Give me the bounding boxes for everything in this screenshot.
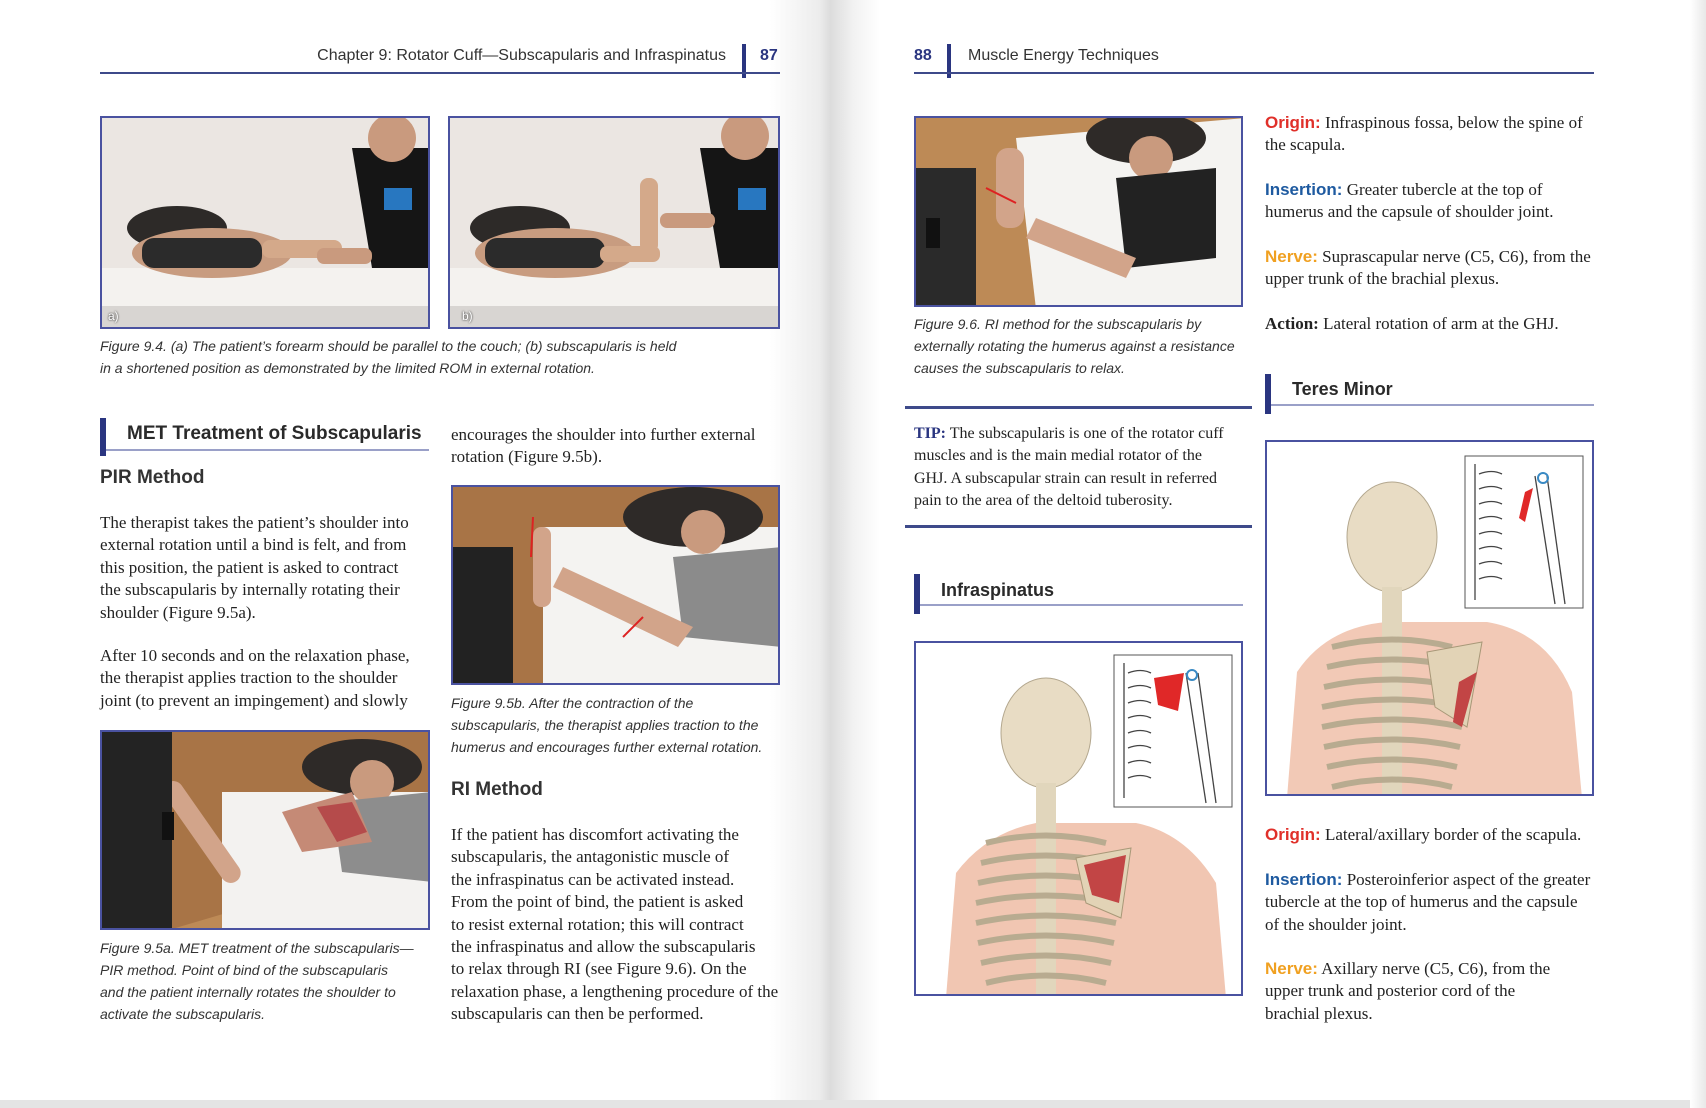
figure-9-5b-illustration	[453, 487, 780, 685]
caption-line: Figure 9.5b. After the contraction of the	[451, 695, 694, 711]
text-line: to resist external rotation; this will contract	[451, 914, 744, 934]
figure-9-5a-caption	[100, 937, 430, 1025]
nerve-label: Nerve:	[1265, 247, 1318, 266]
ri-method-heading: RI Method	[451, 779, 543, 800]
infraspinatus-action	[1265, 313, 1605, 335]
figure-9-6-illustration	[916, 118, 1243, 307]
insertion-label: Insertion:	[1265, 180, 1343, 199]
figure-9-5b-caption	[451, 692, 781, 758]
nerve-text: Axillary nerve (C5, C6), from the	[1317, 959, 1551, 978]
infraspinatus-nerve	[1265, 246, 1605, 291]
column2-continuation	[451, 424, 781, 469]
text-line: upper trunk and posterior cord of the	[1265, 981, 1516, 1001]
text-line: joint (to prevent an impingement) and slowly	[100, 690, 408, 710]
infraspinatus-origin	[1265, 112, 1605, 157]
caption-line: Figure 9.5a. MET treatment of the subscapularis—	[100, 940, 414, 956]
tip-bottom-rule	[905, 525, 1252, 528]
figure-9-4-caption-line: in a shortened position as demonstrated by the limited ROM in external rotation.	[100, 360, 595, 376]
infraspinatus-anatomy-illustration	[916, 643, 1243, 996]
right-page-number: 88	[914, 47, 932, 64]
figure-9-4b-illustration	[450, 118, 780, 329]
text-line: to relax through RI (see Figure 9.6). On the	[451, 959, 747, 979]
origin-label: Origin:	[1265, 113, 1321, 132]
tip-label: TIP:	[914, 425, 946, 442]
tip-text: The subscapularis is one of the rotator cuff	[946, 425, 1224, 442]
figure-9-5a-photo	[100, 730, 430, 930]
text-line: subscapularis, the antagonistic muscle of	[451, 847, 730, 867]
pir-paragraph-1	[100, 512, 430, 624]
nerve-label: Nerve:	[1265, 959, 1318, 978]
book-gutter-shadow	[770, 0, 880, 1108]
text-line: of the shoulder joint.	[1265, 914, 1407, 934]
tip-top-rule	[905, 406, 1252, 409]
text-line	[1265, 179, 1605, 201]
text-line	[1265, 869, 1605, 891]
origin-label: Origin:	[1265, 825, 1321, 844]
tip-line: muscles and is the main medial rotator of the	[914, 447, 1202, 465]
caption-line: PIR method. Point of bind of the subscapularis	[100, 962, 388, 978]
teres-minor-nerve	[1265, 958, 1605, 1025]
figure-9-4a-label: a)	[108, 309, 119, 323]
teres-minor-heading: Teres Minor	[1292, 379, 1393, 399]
insertion-text: Greater tubercle at the top of	[1342, 180, 1543, 199]
figure-9-5b-photo	[451, 485, 780, 685]
tip-line: GHJ. A subscapular strain can result in referred	[914, 469, 1218, 487]
text-line: From the point of bind, the patient is asked	[451, 892, 744, 912]
text-line: After 10 seconds and on the relaxation phase,	[100, 646, 410, 665]
pir-paragraph-2	[100, 645, 430, 712]
text-line: the infraspinatus can be activated instead.	[451, 869, 735, 889]
caption-line: humerus and encourages further external rotation.	[451, 739, 763, 755]
infraspinatus-heading-rule	[920, 604, 1243, 606]
caption-line: Figure 9.6. RI method for the subscapularis by	[914, 316, 1202, 332]
text-line: encourages the shoulder into further external	[451, 425, 756, 444]
infraspinatus-heading: Infraspinatus	[941, 580, 1055, 600]
text-line	[1265, 112, 1605, 134]
text-line: humerus and the capsule of shoulder joint.	[1265, 202, 1554, 222]
page-right-edge	[1690, 0, 1706, 1108]
text-line: the infraspinatus and allow the subscapularis	[451, 937, 756, 957]
figure-9-4-caption-line: Figure 9.4. (a) The patient’s forearm should be parallel to the couch; (b) subscapularis is held	[100, 338, 677, 354]
origin-text: Infraspinous fossa, below the spine of	[1320, 113, 1583, 132]
caption-line: externally rotating the humerus against a resistance	[914, 338, 1235, 354]
teres-minor-heading-bar	[1265, 374, 1271, 414]
text-line	[1265, 246, 1605, 268]
text-line: subscapularis can then be performed.	[451, 1004, 704, 1024]
page-bottom-edge	[0, 1100, 1706, 1108]
nerve-text: Suprascapular nerve (C5, C6), from the	[1317, 247, 1591, 266]
left-running-header: Chapter 9: Rotator Cuff—Subscapularis and Infraspinatus	[317, 47, 726, 64]
text-line: The therapist takes the patient’s shoulder into	[100, 513, 409, 532]
infraspinatus-anatomy-figure	[914, 641, 1243, 996]
teres-minor-anatomy-figure	[1265, 440, 1594, 796]
text-line: brachial plexus.	[1265, 1003, 1373, 1023]
text-line: relaxation phase, a lengthening procedure of the	[451, 981, 779, 1001]
text-line	[1265, 313, 1605, 335]
tip-line: pain to the area of the deltoid tuberosity.	[914, 492, 1173, 510]
tip-line	[914, 423, 1254, 445]
right-header-rule	[914, 72, 1594, 74]
teres-minor-heading-rule	[1271, 404, 1594, 406]
caption-line: causes the subscapularis to relax.	[914, 360, 1125, 376]
teres-minor-anatomy-illustration	[1267, 442, 1594, 796]
text-line: the therapist applies traction to the shoulder	[100, 668, 398, 688]
infraspinatus-insertion	[1265, 179, 1605, 224]
text-line	[1265, 824, 1605, 846]
teres-minor-origin	[1265, 824, 1605, 846]
text-line: this position, the patient is asked to contract	[100, 557, 399, 577]
action-label: Action:	[1265, 314, 1319, 333]
caption-line: activate the subscapularis.	[100, 1006, 265, 1022]
insertion-text: Posteroinferior aspect of the greater	[1342, 870, 1591, 889]
origin-text: Lateral/axillary border of the scapula.	[1320, 825, 1582, 844]
caption-line: and the patient internally rotates the shoulder to	[100, 984, 396, 1000]
figure-9-4a-photo	[100, 116, 430, 329]
text-line: external rotation until a bind is felt, and from	[100, 535, 407, 555]
teres-minor-insertion	[1265, 869, 1605, 936]
pir-method-heading: PIR Method	[100, 467, 205, 488]
infraspinatus-heading-bar	[914, 574, 920, 614]
left-header-rule	[100, 72, 780, 74]
figure-9-4-caption	[100, 335, 780, 379]
figure-9-6-caption	[914, 313, 1249, 379]
text-line: rotation (Figure 9.5b).	[451, 447, 603, 467]
ri-paragraph	[451, 824, 781, 1026]
text-line: If the patient has discomfort activating the	[451, 825, 739, 844]
right-running-header: Muscle Energy Techniques	[968, 47, 1159, 64]
figure-9-6-photo	[914, 116, 1243, 307]
text-line: the subscapularis by internally rotating their	[100, 580, 400, 600]
insertion-label: Insertion:	[1265, 870, 1343, 889]
figure-9-4a-illustration	[102, 118, 430, 329]
action-text: Lateral rotation of arm at the GHJ.	[1318, 314, 1559, 333]
figure-9-4b-label: b)	[462, 309, 473, 323]
tip-box	[914, 423, 1254, 513]
text-line	[1265, 958, 1605, 980]
figure-9-5a-illustration	[102, 732, 430, 930]
figure-9-4b-photo	[448, 116, 780, 329]
caption-line: subscapularis, the therapist applies traction to the	[451, 717, 759, 733]
section-heading-rule	[106, 449, 429, 451]
text-line: upper trunk of the brachial plexus.	[1265, 269, 1500, 289]
text-line: shoulder (Figure 9.5a).	[100, 602, 256, 622]
section-heading-met-treatment: MET Treatment of Subscapularis	[127, 423, 422, 444]
text-line: tubercle at the top of humerus and the capsule	[1265, 892, 1578, 912]
left-page-number: 87	[760, 47, 778, 64]
text-line: the scapula.	[1265, 135, 1346, 155]
